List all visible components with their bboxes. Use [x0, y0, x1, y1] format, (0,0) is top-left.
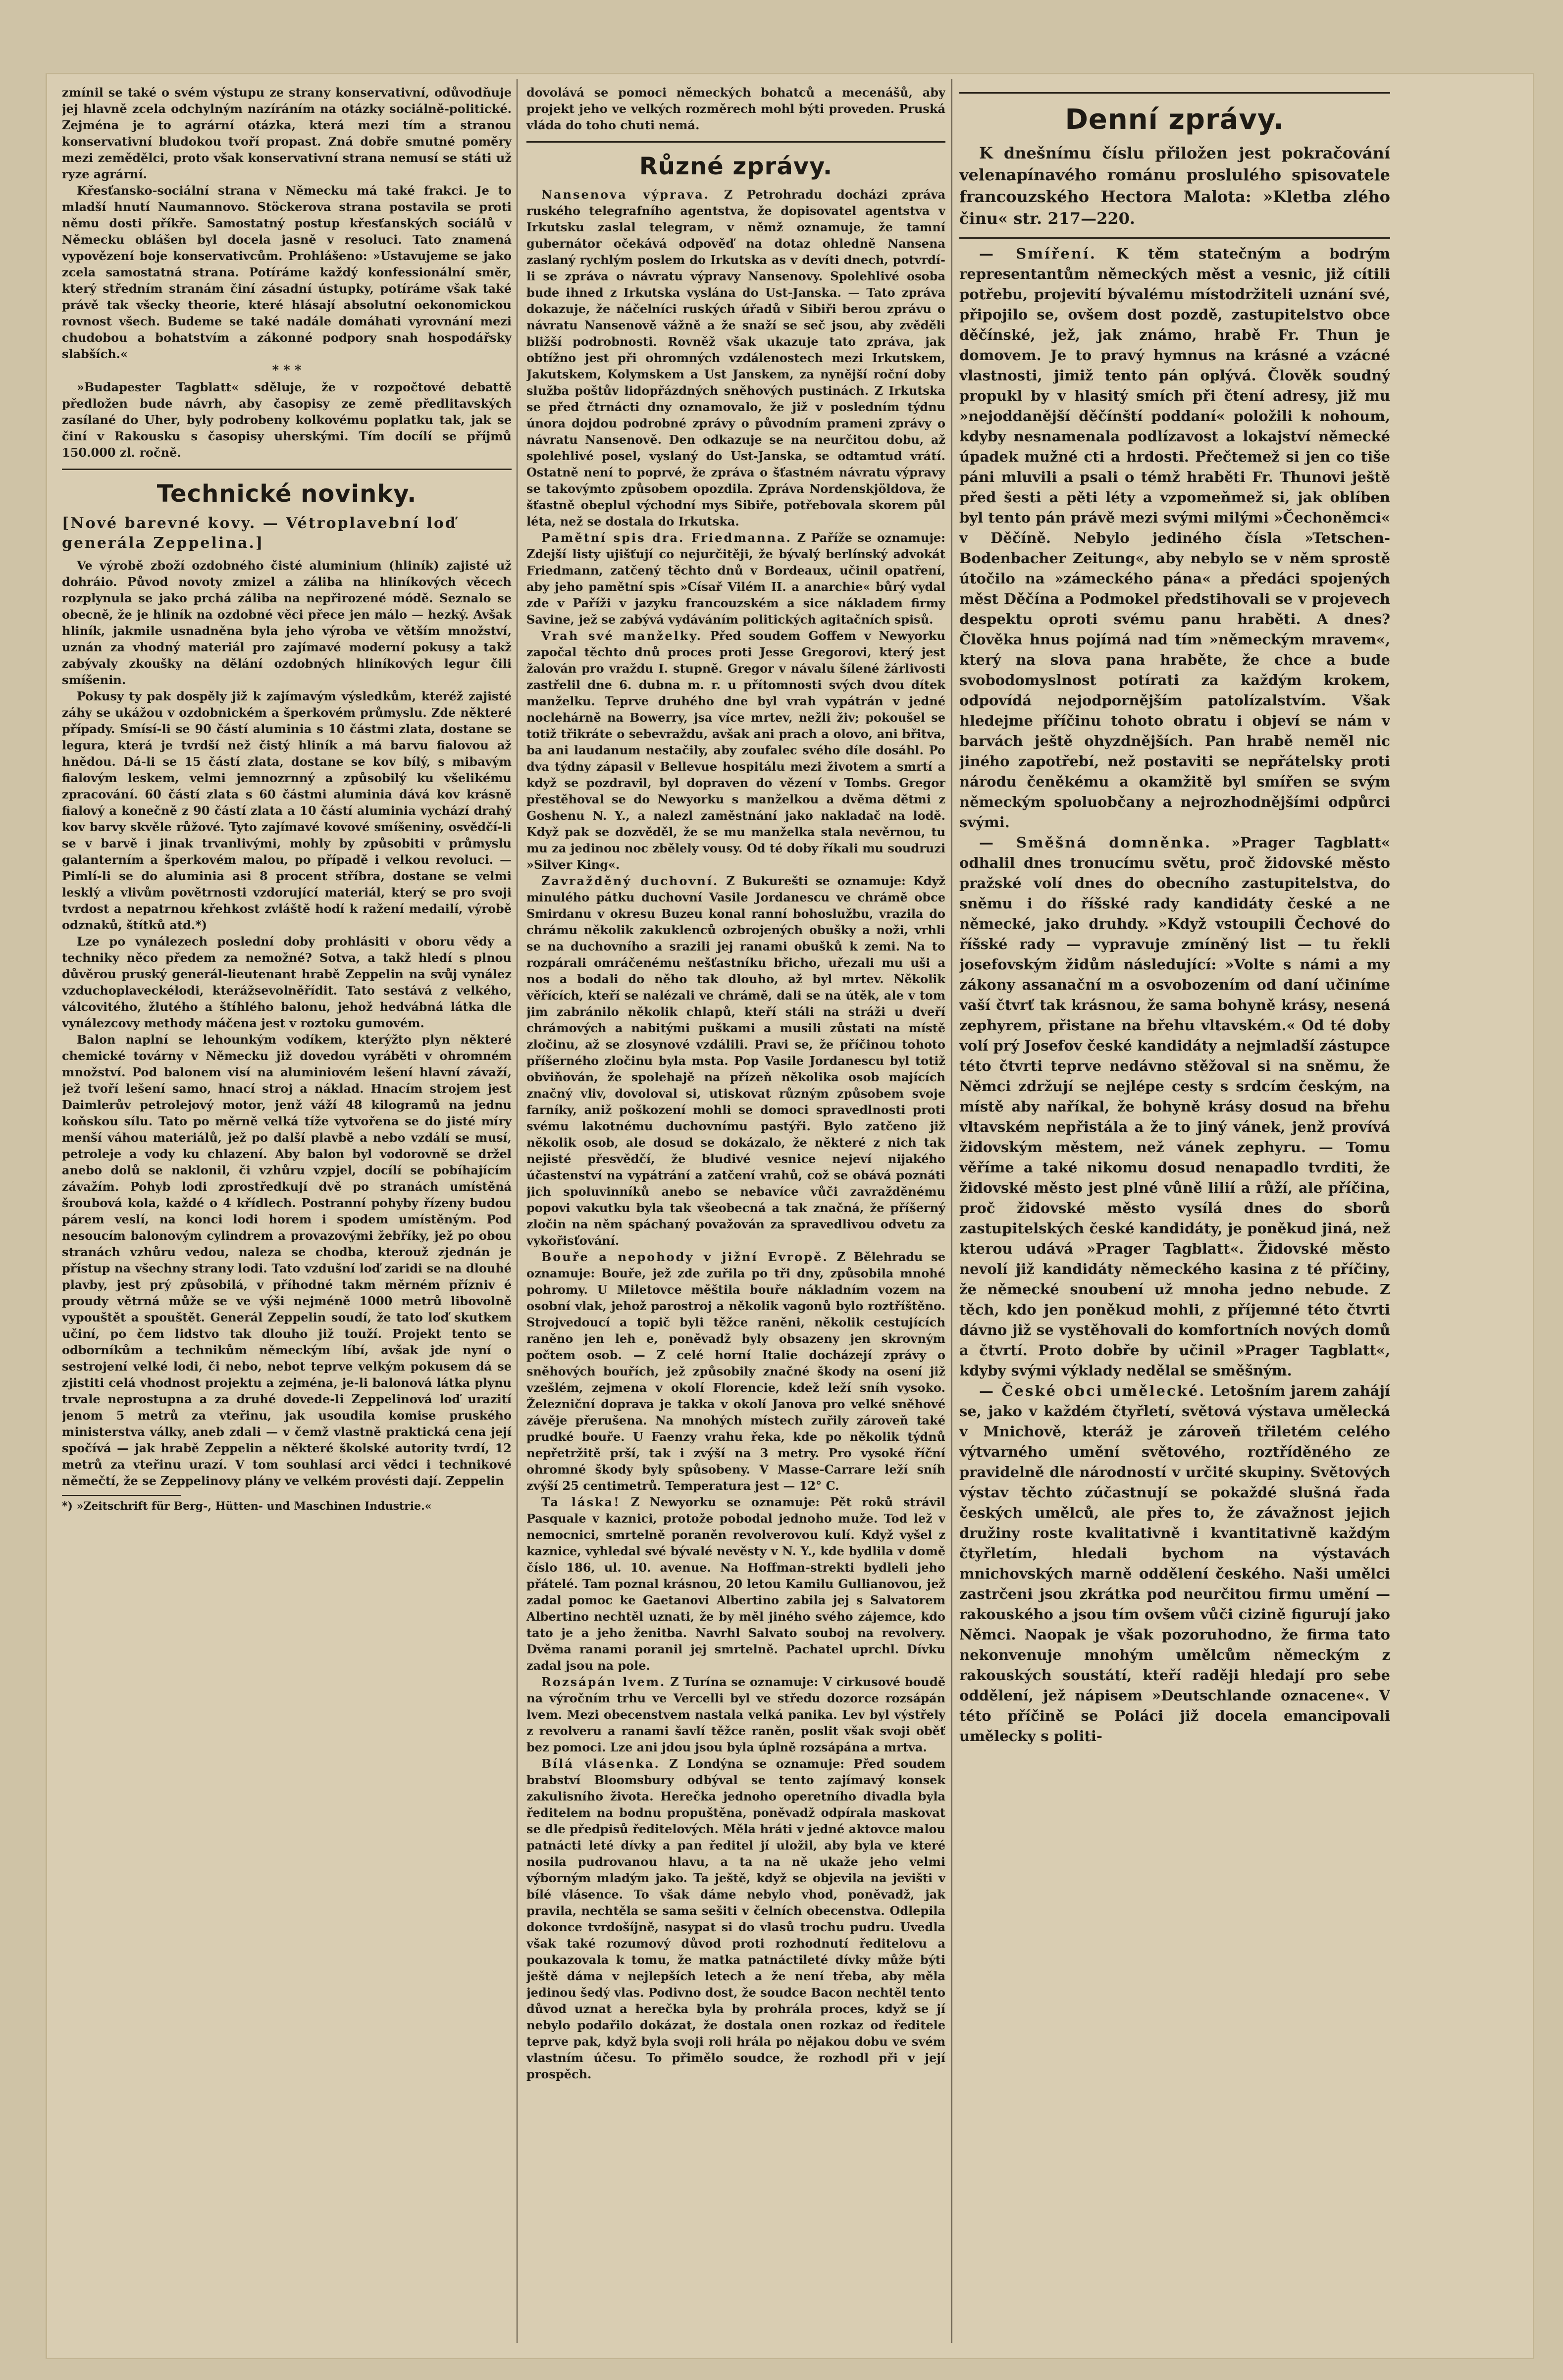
news-item-text: Z Paříže se oznamuje: Zdejší listy ujišťují co nejurčitěji, že bývalý berlínský advokát Friedmann, zatčený těchto dnů v Bordeaux, učinil opatření, aby jeho pamětní spis »Císař Vilém II. a anarchie« bůrý vydal zde v Paříži v jazyku francouzském a sice nákladem firmy Savine, jež se zabývá vydáváním politických agitačních spisů. [526, 530, 945, 627]
news-item-text: Letošním jarem zahájí se, jako v každém čtyřletí, světová výstava umělecká v Mnichově, kteráž je zároveň třiletém celého výtvarného umění světového, roztříděného ze pravidelně dle národností v určité skupiny. Světových výstav těchto zúčastnují se pokaždé slušná řada českých umělců, ale přes to, že závažnost jejich družiny roste kvalitativně i kvantitativně každým čtyřletím, hledali bychom na výstavách mnichovských marně oddělení českého. Naši umělci zastrčeni jsou zkrátka pod neurčitou firmu umění — rakouského a jsou tím ovšem vůči cizině figurují jako Němci. Naopak je však pozoruhodno, že firma tato nekonvenuje mnohým umělcům německým z rakouských soustátí, kteří raději hledají pro sebe oddělení, jež nápisem »Deutschlande oznacene«. V této příčině se Poláci již docela emancipovali umělecky s politi- [959, 1382, 1390, 1745]
news-item-title: — Směšná domněnka. [979, 834, 1212, 851]
footnote: *) »Zeitschrift für Berg-, Hütten- und Maschinen Industrie.« [62, 1500, 432, 1513]
news-item-title: — České obci umělecké. [979, 1382, 1206, 1399]
news-item-title: Pamětní spis dra. Friedmanna. [541, 530, 792, 545]
news-item-title: Rozsápán lvem. [541, 1675, 666, 1689]
divider [62, 469, 512, 470]
divider [959, 92, 1390, 94]
section-heading: Denní zprávy. [1065, 104, 1285, 136]
news-item-text: K těm statečným a bodrým representantům německých měst a vesnic, již cítili potřebu, projevití bývalému místodržiteli uznání své, připojilo se, ovšem dost pozdě, zastupitelstvo obce děčínské, jež, jak známo, hrabě Fr. Thun je domovem. Je to pravý hymnus na krásné a vzácné vlastnosti, jimiž tento pán oplývá. Člověk soudný propukl by v hlasitý smích při čtení adresy, již mu »nejoddanější děčínští poddaní« položili k nohoum, kdyby nesnamenala podlízavost a lokajství německé úpadek mužné cti a hrdosti. Přečtemež si jen co tiše páni mluvili a psali o témž hraběti Fr. Thunovi ještě před šesti a pěti léty a vzpomeňmež si, jak oblíben byl tento pán právě mezi svými milými »Čechoněmci« v Děčíně. Nebylo jediného čísla »Tetschen-Bodenbacher Zeitung«, aby nebylo se v něm sprostě útočilo na »zámeckého pána« a předáci spojených měst Děčína a Podmokel předstihovali se v projevech despektu oproti svému panu hraběti. A dnes? Člověka hnus pojímá nad tím »německým mravem«, který na slova pana hraběte, že chce a bude svobodomyslnost potírati za každým krokem, odpovídá nejodpornějším patolízalstvím. Však hledejme příčinu tohoto obratu i objeví se nám v barvách ještě ohyzdnějších. Pan hrabě neměl nic jiného zapotřebí, než postaviti se nepřátelsky proti národu čeněkému a okamžitě byl smířen se svým německým spoluobčany a nejrozhodnějšími odpůrci svými. [959, 245, 1390, 831]
news-items [526, 186, 945, 2082]
daily-news-items [959, 244, 1390, 1746]
newspaper-page [47, 74, 1533, 2358]
news-item-title: Bouře a nepohody v jižní Evropě. [541, 1250, 829, 1264]
column-rule [517, 79, 518, 2343]
paragraph: »Budapester Tagblatt« sděluje, že v rozpočtové debattě předložen bude návrh, aby časopisy ze země předlitavských zasílané do Uher, byly podrobeny kolkovému poplatku tak, jak se činí v Rakousku s časopisy uherskými. Tím docílí se příjmů 150.000 zl. ročně. [62, 380, 512, 460]
news-item [526, 1249, 945, 1494]
news-item [526, 628, 945, 873]
news-item-title: Ta láska! [541, 1495, 621, 1509]
news-item-text: Z Turína se oznamuje: V cirkusové boudě na výročním trhu ve Vercelli byl ve středu dozorce rozsápán lvem. Mezi obecenstvem nastala velká panika. Lev byl výstřely z revolveru a ranami šavlí těžce raněn, poslit však svoji oběť bez pomoci. Lze ani jdou jsou byla úplně rozsápána a mrtva. [526, 1675, 945, 1754]
news-item-text: Z Newyorku se oznamuje: Pět roků strávil Pasquale v kaznici, protože pobodal jednoho muže. Tod lež v nemocnici, smrtelně poraněn revolverovou kulí. Když vyšel z kaznice, vyhledal své bývalé nevěsty v N. Y., kde bydlila v domě číslo 186, ul. 10. avenue. Na Hoffman-strekti bydleli jeho přátelé. Tam poznal krásnou, 20 letou Kamilu Gullianovou, jež zadal pomoc ke Gaetanovi Albertino zabila jej s Salvatorem Albertino nechtěl uznati, že by měl jiného svého zájemce, kdo tato je a jeho ženitba. Navrhl Salvato souboj na revolvery. Dvěma ranami poranil jej smrtelně. Pachatel uprchl. Dívku zadal jsou na pole. [526, 1495, 945, 1673]
paragraph: Křesťansko-sociální strana v Německu má také frakci. Je to mladší hnutí Naumannovo. Stöckerova strana postavila se proti němu dosti příkře. Samostatný postup křesťanských sociálů v Německu oblášen byl docela jasně v resoluci. Tato znamená vypovězení boje konservativcům. Prohlášeno: »Ustavujeme se jako zcela samostatná strana. Potíráme každý konfessionální směr, který středním stranám činí zásadní ústupky, potíráme však také právě tak všecky theorie, které hlásají absolutní oekonomickou rovnost všech. Budeme se také nadále domáhati vyrovnání mezi chudobou a bohatstvím a zákonné podpory snah hospodářsky slabších.« [62, 183, 512, 361]
news-item-text: Před soudem Goffem v Newyorku započal těchto dnů proces proti Jesse Gregorovi, který jest žalován pro vraždu I. stupně. Gregor v návalu šílené žárlivosti zastřelil dne 6. dubna m. r. u přítomnosti svých dvou dítek manželku. Teprve druhého dne byl vrah vypátrán v jedné noclehárně na Bowerry, jsa více mrtev, nežli živ; pokoušel se totiž třikráte o sebevraždu, avšak ani prach a olovo, ani břitva, ba ani laudanum nestačily, aby zoufalec svého díle dosáhl. Po dva týdny zápasil v Bellevue hospitálu mezi životem a smrtí a když se pozdravil, byl dopraven do vězení v Tombs. Gregor přestěhoval se do Newyorku s manželkou a dvěma dětmi z Goshenu N. Y., a nalezl zaměstnání jako nakladač na lodě. Když pak se dozvěděl, že se mu manželka stala nevěrnou, tu mu za jedinou noc zbělely vousy. Od té doby říkali mu soudruzi »Silver King«. [526, 629, 945, 872]
column-middle [526, 84, 945, 2338]
news-item-text: Z Londýna se oznamuje: Před soudem brabství Bloomsbury odbýval se tento zajímavý konsek zakulisního života. Herečka jednoho operetního divadla byla ředitelem na bodnu propuštěna, poněvadž odpírala maskovat se dle předpisů ředitelových. Měla hráti v jedné aktovce malou patnácti leté dívky a pan ředitel jí uložil, aby byla ve které nosila pudrovanou hlavu, a ta na ně ukaže jeho velmi výborným mladým jako. Ta ještě, když se objevila na jevišti v bílé vlásence. To však dáme nebylo vhod, poněvadž, jak pravila, nechtěla se sama sešiti v čelních obecenstva. Odlepila dokonce tvrdošíjně, nasypat si do vlasů trochu pudru. Uvedla však také rozumový důvod proti rozhodnutí ředitelovu a poukazovala k tomu, že matka patnáctileté dívky může býti ještě dáma v nejlepších letech a že není třeba, aby měla jedinou šedý vlas. Podivno dost, že soudce Bacon nechtěl tento důvod uznat a herečka byla by prohrála proces, když se jí nebylo podařilo dokázat, že dostala onen rozkaz od ředitele teprve pak, když byla svoji roli hrála po nějakou dobu ve svém vlastním účesu. To přimělo soudce, že rozhodl při v její prospěch. [526, 1756, 945, 2081]
news-item-title: Nansenova výprava. [541, 187, 710, 202]
section-heading: Různé zprávy. [639, 153, 833, 180]
news-item-title: Bílá vlásenka. [541, 1756, 660, 1771]
news-item [526, 1674, 945, 1755]
paragraph: Ve výrobě zboží ozdobného čisté aluminium (hliník) zajisté už dohráio. Původ novoty zmizel a záliba na hliníkových věcech rozplynula se jako prchá záliba na nepřirozené módě. Seznalo se obecně, že je hliník na ozdobné věci přece jen málo — hezký. Avšak hliník, jakmile usnadněna byla jeho výroba ve větším množství, uznán za vhodný materiál pro zajímavé moderní pokusy a takž zabývaly zkoušky na dělání ozdobných hliníkových legur čili smíšenin. [62, 558, 512, 687]
lead-notice: K dnešnímu číslu přiložen jest pokračování velenapínavého románu proslulého spisovatele francouzského Hectora Malota: »Kletba zlého činu« str. 217—220. [959, 144, 1390, 228]
news-item [959, 1381, 1390, 1746]
column-rule [951, 79, 952, 2343]
news-item [526, 186, 945, 529]
news-item [526, 529, 945, 628]
paragraph: Balon naplní se lehounkým vodíkem, kterýžto plyn některé chemické továrny v Německu již dovedou vyráběti v ohromném množství. Pod balonem visí na aluminiovém lešení hlavní závaží, jež tvoří lešení samo, hnací stroj a náklad. Hnacím strojem jest Daimlerův petrolejový motor, jenž váží 48 kilogramů na jednu koňskou sílu. Tato po měrně velká tíže vytvořena se do jisté míry menší váhou materiálů, jež po další plavbě a nebo vzdálí se musí, petroleje a vody ku chlazení. Aby balon byl vodorovně se držel anebo dolů se naklonil, či vzhůru vzpjel, docílí se pobíhajícím závažím. Pohyb lodi zprostředkují dvě po stranách umístěná šroubová kola, každé o 4 křídlech. Postranní pohyby řízeny budou párem veslí, na konci lodi horem i spodem umístěným. Pod nesoucím balonovým cylindrem a provazovými žebříky, jež po obou stranách vzhůru vedou, naleza se chodba, kterouž zjednán je přístup na všechny strany lodi. Tato vzdušní loď zaridi se na dlouhé plavby, jest prý způsobilá, v příhodné takm měrném přízniv é proudy větrná může se ve výši nejméně 1000 metrů libovolně vypouštět a spouštět. Generál Zeppelin soudí, že tato loď skutkem učiní, po čem lidstvo tak dlouho již touží. Projekt tento se odborníkům a technikům německým líbí, avšak jde nyní o sestrojení velké lodi, či nebo, nebot teprve velkým pokusem dá se zjistiti celá vhodnost projektu a zejména, je-li balonová látka plynu trvale neprostupna a za druhé dovede-li Zeppelinová loď urazití jenom 5 metrů za vteřinu, jak usoudila komise pruského ministerstva války, aneb zdali — v čemž vlastně praktická cena její spočívá — jak hrabě Zeppelin a některé školské autority tvrdí, 12 metrů za vteřinu urazí. V tom souhlasí arci vědci i technikové němečtí, že se Zeppelinovy plány ve velkém provésti dají. Zeppelin [62, 1032, 512, 1488]
paragraph: Lze po vynálezech poslední doby prohlásiti v oboru vědy a techniky něco předem za nemožné? Sotva, a takž hledí s plnou důvěrou pruský generál-lieutenant hrabě Zeppelin na svůj vynález vzduchoplaveckélodi, kterážsevolněřídit. Tato sestává z velkého, válcovitého, žlutého a štíhlého balonu, jehož hedvábná látka dle vynálezcovy methody máčena jest v roztoku gumovém. [62, 934, 512, 1030]
section-heading: Technické novinky. [156, 480, 417, 508]
news-item [526, 873, 945, 1249]
news-item [526, 1494, 945, 1674]
news-item [959, 244, 1390, 833]
news-item [526, 1755, 945, 2082]
news-item-title: Vrah své manželky. [541, 629, 702, 643]
news-item-title: Zavražděný duchovní. [541, 874, 719, 888]
column-right [959, 84, 1390, 2338]
section-subheading: [Nové barevné kovy. — Vétroplavební loď generála Zeppelina.] [62, 515, 457, 552]
news-item-text: Z Petrohradu docházi zpráva ruského telegrafního agentstva, že dopisovatel agentstva v Irkutsku zaslal telegram, v němž oznamuje, že tamní gubernátor očekává odpověď na dotaz ohledně Nansena zaslaný rychlým poslem do Irkutska as v devíti dnech, potvrdí-li se zpráva o návratu výpravy Nansenovy. Spolehlivé osoba bude ihned z Irkutska vyslána do Ust-Janska. — Tato zpráva dokazuje, že náčelníci ruských úřadů v Sibiři berou zprávu o návratu Nansenově vážně a že snaží se seč jsou, aby zvěděli bližší podrobnosti. Rovněž však ukazuje tato zpráva, jak obtížno jest při ohromných vzdálenostech mezi Irkutskem, Jakutskem, Kolymskem a Ust Janskem, za nynější roční doby služba poštův lidopřázdných sněhových pustinách. Z Irkutska se před čtrnácti dny oznamovalo, že již v posledním týdnu února dojdou podrobné zprávy o původním prameni zprávy o návratu Nansenově. Den odkazuje se na neurčitou dobu, až spolehlivé posel, vyslaný do Ust-Janska, se odtamtud vrátí. Ostatně není to poprvé, že zpráva o šťastném návratu výpravy se takovýmto způsobem opozdila. Zpráva Nordenskjöldova, že šťastně obeplul východní mys Sibiře, potřebovala skorem půl léta, než se dostala do Irkutska. [526, 187, 945, 529]
news-item-text: Z Bělehradu se oznamuje: Bouře, jež zde zuřila po tři dny, způsobila mnohé pohromy. U Miletovce měštila bouře nákladním vozem na osobní vlak, jehož parostroj a několik vagonů bylo roztříštěno. Strojvedoucí a topič byli těžce raněni, několik cestujících raněno jen leh e, poněvadž byly obsazeny jen skrovným počtem osob. — Z celé horní Italie docházejí zprávy o sněhových bouřích, jež způsobily značné škody na osení již vzešlém, zejmena v okolí Florencie, kdež leží sníh vysoko. Železniční doprava je takka v okolí Janova pro velké sněhové závěje přerušena. Na mnohých místech zuřily zároveň také prudké bouře. U Faenzy vrahu řeka, kde po několik týdnů nepřetržitě prší, tak i zvýší na 3 metry. Pro vysoké říční ohromné škody byly spůsobeny. V Masse-Carrare leží sníh zvýší 25 centimetrů. Temperatura jest — 12° C. [526, 1250, 945, 1493]
paragraph: dovolává se pomoci německých bohatců a mecenášů, aby projekt jeho ve velkých rozměrech mohl býti proveden. Pruská vláda do toho chuti nemá. [526, 85, 945, 132]
column-left [62, 84, 512, 2338]
paragraph: zmínil se také o svém výstupu ze strany konservativní, odůvodňuje jej hlavně zcela odchylným nazíráním na otázky sociálně-politické. Zejména je to agrární otázka, která mezi tím a stranou konservativní bludokou tvoří propast. Zná dobře smutné poměry mezi zemědělci, proto však konservativní strana nemusí se státi už ryze agrární. [62, 85, 512, 181]
footnote-rule [62, 1495, 181, 1499]
divider [526, 141, 945, 143]
news-item-text: Z Bukurešti se oznamuje: Když minulého pátku duchovní Vasile Jordanescu ve chrámě obce Smirdanu v okresu Buzeu konal ranní bohoslužbu, vrazila do chrámu několik zakuklenců ozbrojených obušky a noži, vrhli se na duchovního a srazili jej ranami obušků k zemi. Na to rozpárali omráčenému nešťastníku břicho, uřezali mu uši a nos a bodali do něho tak dlouho, až byl mrtev. Několik věřících, kteří se nalézali ve chrámě, dali se na útěk, ale v tom jim zabránilo několik chlapů, kteří stáli na stráži u dveří chrámových a nabitými puškami a musili zůstati na místě zločinu, až se zlosynové vzdálili. Pravi se, že příčinou tohoto příšerného zločinu byla msta. Pop Vasile Jordanescu byl totiž obviňován, že spolehajě na přízeň několika osob majících značný vliv, dovoloval si, utiskovat různým způsobem svoje farníky, aniž poškození mohli se domoci spravedlnosti proti svému lakotnému duchovnímu pastýři. Bylo zatčeno již několik osob, ale dosud se dokázalo, že některé z nich tak nejisté přesvědčí, že bludivé vesnice nejeví nijakého účastenství na vypátrání a zatčení vrahů, což se obává poznáti jich spoluvinníků anebo se nebavíce vůči zavražděnému popovi vakutku byla tak všeobecná a tak značná, že příšerný zločin na něm spáchaný považován za spravedlivou odvetu za vykořisťování. [526, 874, 945, 1248]
section-separator: * * * [272, 363, 302, 378]
news-item-text: »Prager Tagblatt« odhalil dnes tronucímu světu, proč židovské město pražské volí dnes do obecního zastupitelstva, do sněmu i do říšské rady kandidáty české a ne německé, jako druhdy. »Když vstoupili Čechové do říšské rady — vypravuje zmíněný list — tu řekli josefovským židům následující: »Volte s námi a my zákony assanační m a osvobozením od daní učiníme vaší čtvrť tak krásnou, že sama bohyně krásy, nesená zephyrem, přistane na břehu vltavském.« Od té doby volí prý Josefov české kandidáty a nejmladší zástupce této čtvrti teprve nedávno stěžoval si na sněmu, že Němci zdržují se nejlépe cesty s srdcím českým, na místě aby naříkal, že bohyně krásy dosud na břehu vltavském nepřistála a že to jiný vánek, jenž provívá židovským městem, než vánek zephyru. — Tomu věříme a také nikomu dosud nenapadlo tvrditi, že židovské město jest plné vůně lilií a růží, ale příčina, proč židovské město vysílá dnes do sborů zastupitelských české kandidáty, je poněkud jiná, než kterou udává »Prager Tagblatt«. Židovské město nevolí již kandidáty německého kasina z té příčiny, že německé snoubení už mnoha jedno nebude. Z těch, kdo jen poněkud mohli, z příjemné této čtvrti dávno již se vystěhovali do komfortních nových domů a čtvrtí. Proto dobře by učinil »Prager Tagblatt«, kdyby svými výklady nedělal se směšným. [959, 834, 1390, 1379]
news-item-title: — Smíření. [979, 245, 1096, 262]
news-item [959, 833, 1390, 1381]
divider [959, 237, 1390, 239]
paragraph: Pokusy ty pak dospěly již k zajímavým výsledkům, kteréž zajisté záhy se ukážou v ozdobnickém a šperkovém průmyslu. Zde některé případy. Smísí-li se 90 částí aluminia s 10 částmi zlata, dostane se legura, která je tvrdší než čistý hliník a má barvu fialovou až hnědou. Dá-li se 15 částí zlata, dostane se kov bílý, s mibavým fialovým leskem, velmi jemnozrnný a způsobilý ku všelikému zpracování. 60 částí zlata s 60 částmi aluminia dává kov krásně fialový a konečně z 90 částí zlata a 10 částí aluminia vychází drahý kov barvy skvěle růžové. Tyto zajímavé kovové smíšeniny, osvědčí-li se v barvě i jinak trvanlivými, mohly by způsobiti v průmyslu galanterním a šperkovém malou, po případě i velkou revoluci. — Pimlí-li se do aluminia asi 8 procent stříbra, dostane se velmi lesklý a vlivům povětrnosti vzdorující materiál, který se pro svoji tvrdost a nepatrnou křehkost zvláště hodí k ražení medailí, výrobě odznaků, štítků atd.*) [62, 689, 512, 932]
